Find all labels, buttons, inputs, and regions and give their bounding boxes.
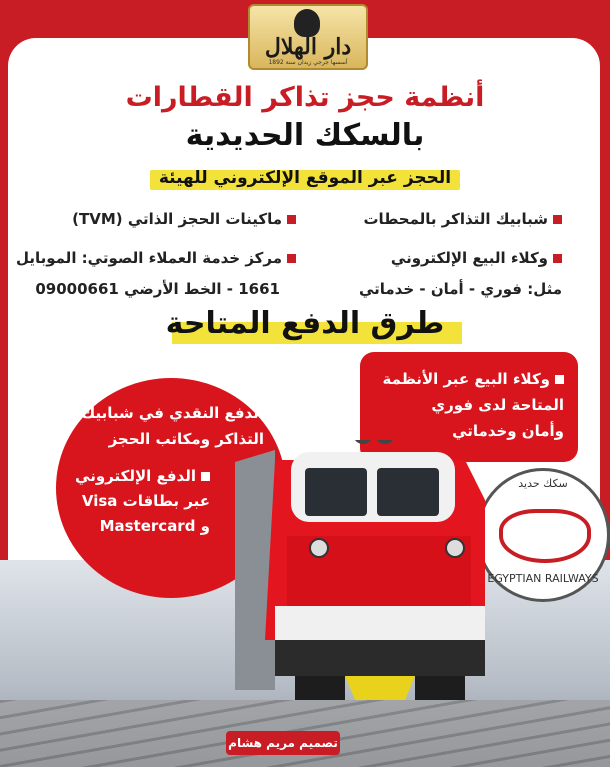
bullet-icon [553,215,562,224]
method-item: مركز خدمة العملاء الصوتي: الموبايل [16,249,296,267]
bullet-icon [287,254,296,263]
locomotive-icon [235,440,495,700]
electronic-payment-text: الدفع الإلكتروني عبر بطاقات Visa و Mastercard [75,467,210,535]
logo-subtitle: أسسها جرجي زيدان سنة 1892 [268,59,348,66]
railways-emblem-icon [499,509,591,563]
bullet-icon [287,215,296,224]
dar-al-hilal-logo [248,4,368,70]
founder-portrait-icon [294,9,320,37]
payment-title: طرق الدفع المتاحة [165,306,445,341]
hotline-note: 1661 - الخط الأرضي 09000661 [35,280,280,298]
agents-note: مثل: فوري - أمان - خدماتي [358,280,562,298]
designer-credit: تصميم مريم هشام [226,731,340,755]
cash-payment-text: الدفع النقدي في شبابيك التذاكر ومكاتب الحجز [81,404,264,448]
method-item: شبابيك التذاكر بالمحطات [363,210,562,228]
egyptian-railways-seal [476,468,610,602]
bullet-icon [553,254,562,263]
bullet-icon [201,472,210,481]
seal-top-text: سكك حديد [518,477,568,490]
method-item: وكلاء البيع الإلكتروني [391,249,562,267]
title-line-1: أنظمة حجز تذاكر القطارات [125,82,485,113]
logo-name: دار الهلال [264,34,352,60]
seal-bottom-text: EGYPTIAN RAILWAYS [487,572,599,585]
method-item: ماكينات الحجز الذاتي (TVM) [72,210,296,228]
booking-subtitle: الحجز عبر الموقع الإلكتروني للهيئة [158,168,452,188]
title-line-2: بالسكك الحديدية [185,118,425,153]
agents-payment-text: وكلاء البيع عبر الأنظمة المتاحة لدى فوري وأمان وخدماتي [382,370,564,440]
bullet-icon [555,375,564,384]
